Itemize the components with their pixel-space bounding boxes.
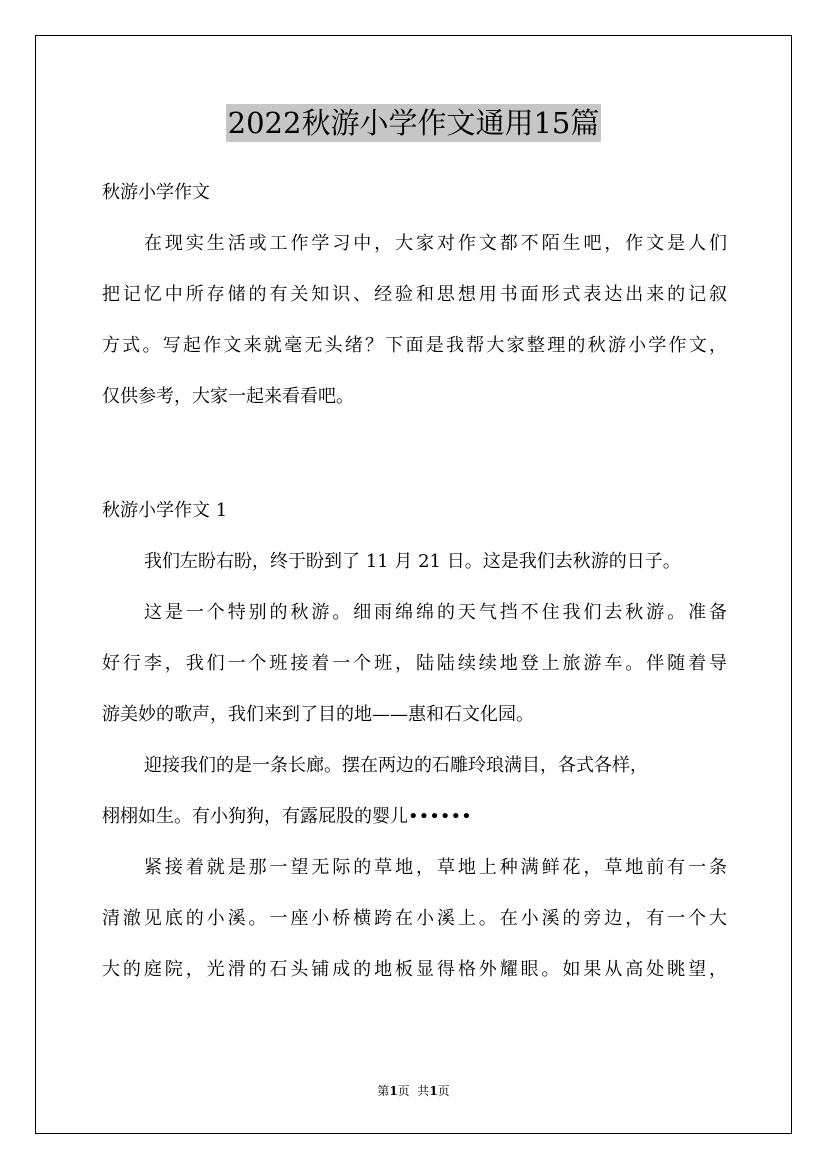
- footer-page-current: 1: [389, 1084, 398, 1098]
- intro-line: 把记忆中所存储的有关知识、经验和思想用书面形式表达出来的记叙: [102, 284, 727, 305]
- document-body: [102, 170, 727, 998]
- page-footer: [0, 1083, 827, 1099]
- essay-line: 迎接我们的是一条长廊。摆在两边的石雕玲琅满目，各式各样，: [144, 755, 648, 776]
- footer-page-suffix: 页: [437, 1084, 450, 1098]
- document-title-text: 2022秋游小学作文通用15篇: [227, 106, 600, 140]
- footer-page-total: 1: [429, 1084, 438, 1098]
- essay-line: 清澈见底的小溪。一座小桥横跨在小溪上。在小溪的旁边，有一个大: [102, 908, 727, 929]
- footer-page-mid: 页 共: [397, 1084, 430, 1098]
- section-heading: 秋游小学作文: [102, 182, 210, 203]
- essay-heading: 秋游小学作文 1: [102, 500, 228, 521]
- document-title: [0, 104, 827, 142]
- footer-page-prefix: 第: [377, 1084, 390, 1098]
- essay-line: 我们左盼右盼，终于盼到了 11 月 21 日。这是我们去秋游的日子。: [144, 551, 681, 572]
- intro-line: 在现实生活或工作学习中，大家对作文都不陌生吧，作文是人们: [144, 233, 727, 254]
- intro-line: 方式。写起作文来就毫无头绪？下面是我帮大家整理的秋游小学作文，: [102, 335, 727, 356]
- essay-line: 大的庭院，光滑的石头铺成的地板显得格外耀眼。如果从高处眺望，: [102, 959, 727, 980]
- essay-line: 好行李，我们一个班接着一个班，陆陆续续地登上旅游车。伴随着导: [102, 653, 727, 674]
- intro-line: 仅供参考，大家一起来看看吧。: [102, 386, 354, 407]
- essay-line: 这是一个特别的秋游。细雨绵绵的天气挡不住我们去秋游。准备: [144, 602, 727, 623]
- paragraph-gap: [102, 425, 727, 488]
- essay-line: 紧接着就是那一望无际的草地，草地上种满鲜花，草地前有一条: [144, 857, 727, 878]
- essay-line: 栩栩如生。有小狗狗，有露屁股的婴儿••••••: [102, 806, 472, 827]
- essay-line: 游美妙的歌声，我们来到了目的地——惠和石文化园。: [102, 704, 534, 725]
